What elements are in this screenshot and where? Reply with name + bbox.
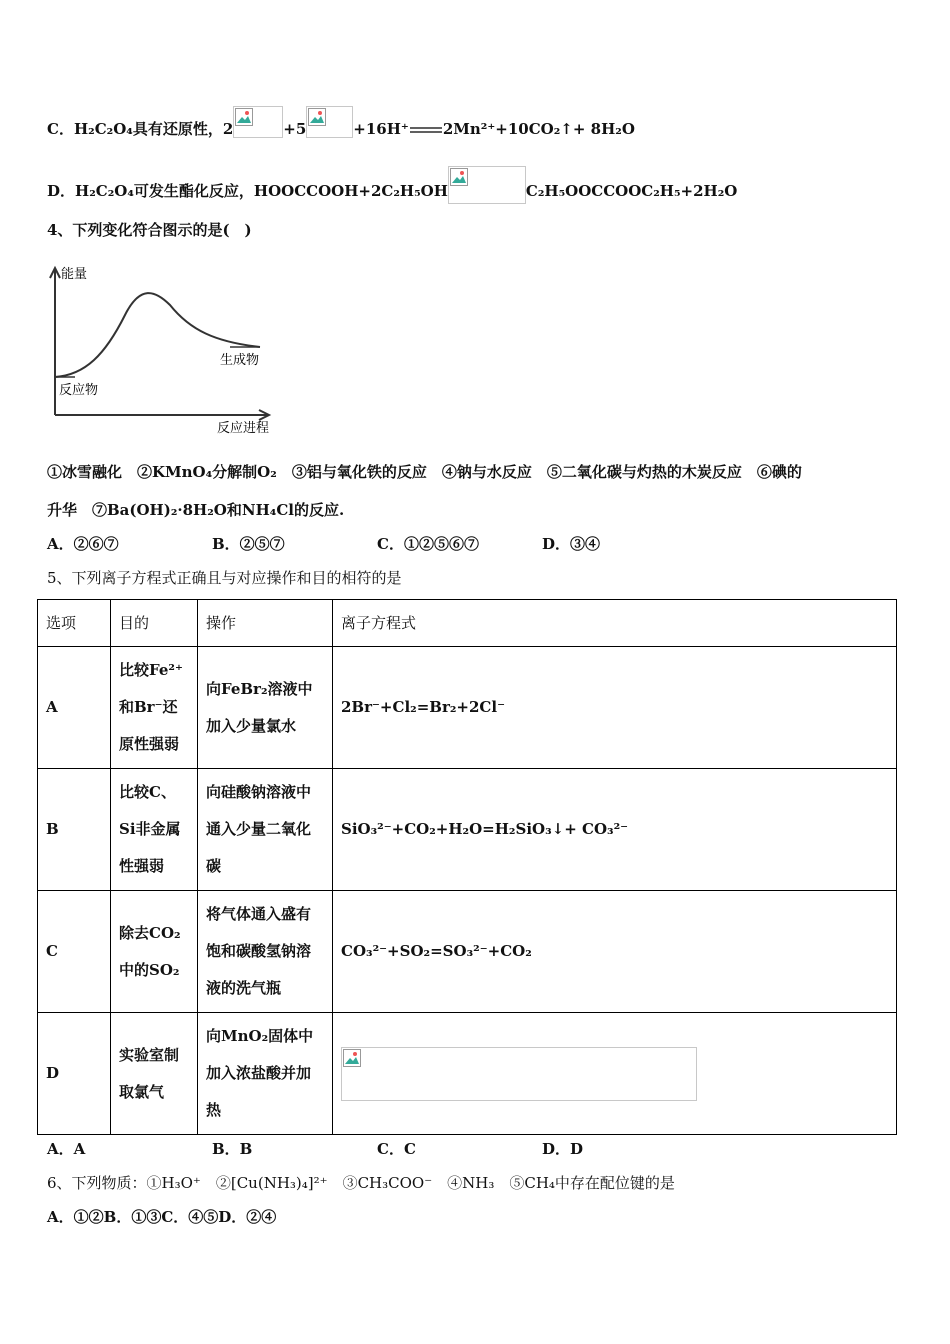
option-b[interactable]: B．B [212,1140,253,1158]
row-equation: CO₃²⁻+SO₂=SO₃²⁻+CO₂ [333,891,897,1013]
option-text: 2Mn²⁺+10CO₂↑+ 8H₂O [442,120,635,138]
q4-items-line2: 升华 ⑦Ba(OH)₂·8H₂O和NH₄Cl的反应. [47,501,345,519]
option-a[interactable]: A．②⑥⑦ [47,535,119,553]
q5-stem: 5、下列离子方程式正确且与对应操作和目的相符的是 [47,569,402,587]
y-axis-label: 能量 [61,267,88,282]
option-b[interactable]: B．②⑤⑦ [212,535,285,553]
q5-table [37,599,897,1135]
row-purpose: 除去CO₂中的SO₂ [111,891,198,1013]
row-operation: 将气体通入盛有饱和碳酸氢钠溶液的洗气瓶 [198,891,333,1013]
missing-image-icon [341,1047,697,1101]
table-row [38,1013,897,1135]
header-cell: 操作 [198,600,333,647]
header-cell: 目的 [111,600,198,647]
row-operation: 向MnO₂固体中加入浓盐酸并加热 [198,1013,333,1135]
row-operation: 向FeBr₂溶液中加入少量氯水 [198,647,333,769]
row-option: A [38,647,111,769]
table-row [38,647,897,769]
row-option: D [38,1013,111,1135]
row-option: B [38,769,111,891]
header-cell: 选项 [38,600,111,647]
missing-image-icon [306,106,353,138]
option-text: H₂C₂O₄具有还原性，2 [73,120,234,138]
row-purpose: 比较Fe²⁺和Br⁻还原性强弱 [111,647,198,769]
table-header-row [38,600,897,647]
energy-diagram [45,260,280,440]
row-purpose: 比较C、Si非金属性强弱 [111,769,198,891]
option-c[interactable]: C．①②⑤⑥⑦ [377,535,479,553]
option-c-line [47,114,635,146]
row-equation [333,1013,897,1135]
option-a[interactable]: A．A [47,1140,86,1158]
q5-options [47,1139,583,1159]
option-text: H₂C₂O₄可发生酯化反应，HOOCCOOH+2C₂H₅OH [75,182,448,200]
row-option: C [38,891,111,1013]
q6-stem: 6、下列物质：①H₃O⁺ ②[Cu(NH₃)₄]²⁺ ③CH₃COO⁻ ④NH₃ ⑤CH₄中存在配位键的是 [47,1174,675,1192]
row-equation: 2Br⁻+Cl₂=Br₂+2Cl⁻ [333,647,897,769]
option-d[interactable]: D．D [542,1140,584,1158]
missing-image-icon [233,106,283,138]
reactant-label: 反应物 [59,383,99,398]
option-text: +5 [283,120,307,138]
missing-image-icon [448,166,526,204]
row-purpose: 实验室制取氯气 [111,1013,198,1135]
option-d-line [47,173,737,211]
option-label: D． [47,182,76,200]
x-axis-label: 反应进程 [217,421,270,436]
header-cell: 离子方程式 [333,600,897,647]
row-equation: SiO₃²⁻+CO₂+H₂O=H₂SiO₃↓+ CO₃²⁻ [333,769,897,891]
equals-arrow-icon [409,125,443,135]
option-label: C． [47,120,74,138]
q6-options[interactable]: A．①②B．①③C．④⑤D．②④ [47,1208,277,1226]
product-label: 生成物 [220,353,260,368]
q4-items-line1: ①冰雪融化 ②KMnO₄分解制O₂ ③铝与氧化铁的反应 ④钠与水反应 ⑤二氧化碳与灼热的木炭反应 ⑥碘的 [47,463,802,481]
q4-options [47,534,600,554]
option-c[interactable]: C．C [377,1140,416,1158]
table-row [38,891,897,1013]
option-text: C₂H₅OOCCOOC₂H₅+2H₂O [525,182,738,200]
option-d[interactable]: D．③④ [542,535,601,553]
q4-stem: 4、下列变化符合图示的是( ) [47,221,252,239]
row-operation: 向硅酸钠溶液中通入少量二氧化碳 [198,769,333,891]
option-text: +16H⁺ [353,120,409,138]
table-row [38,769,897,891]
